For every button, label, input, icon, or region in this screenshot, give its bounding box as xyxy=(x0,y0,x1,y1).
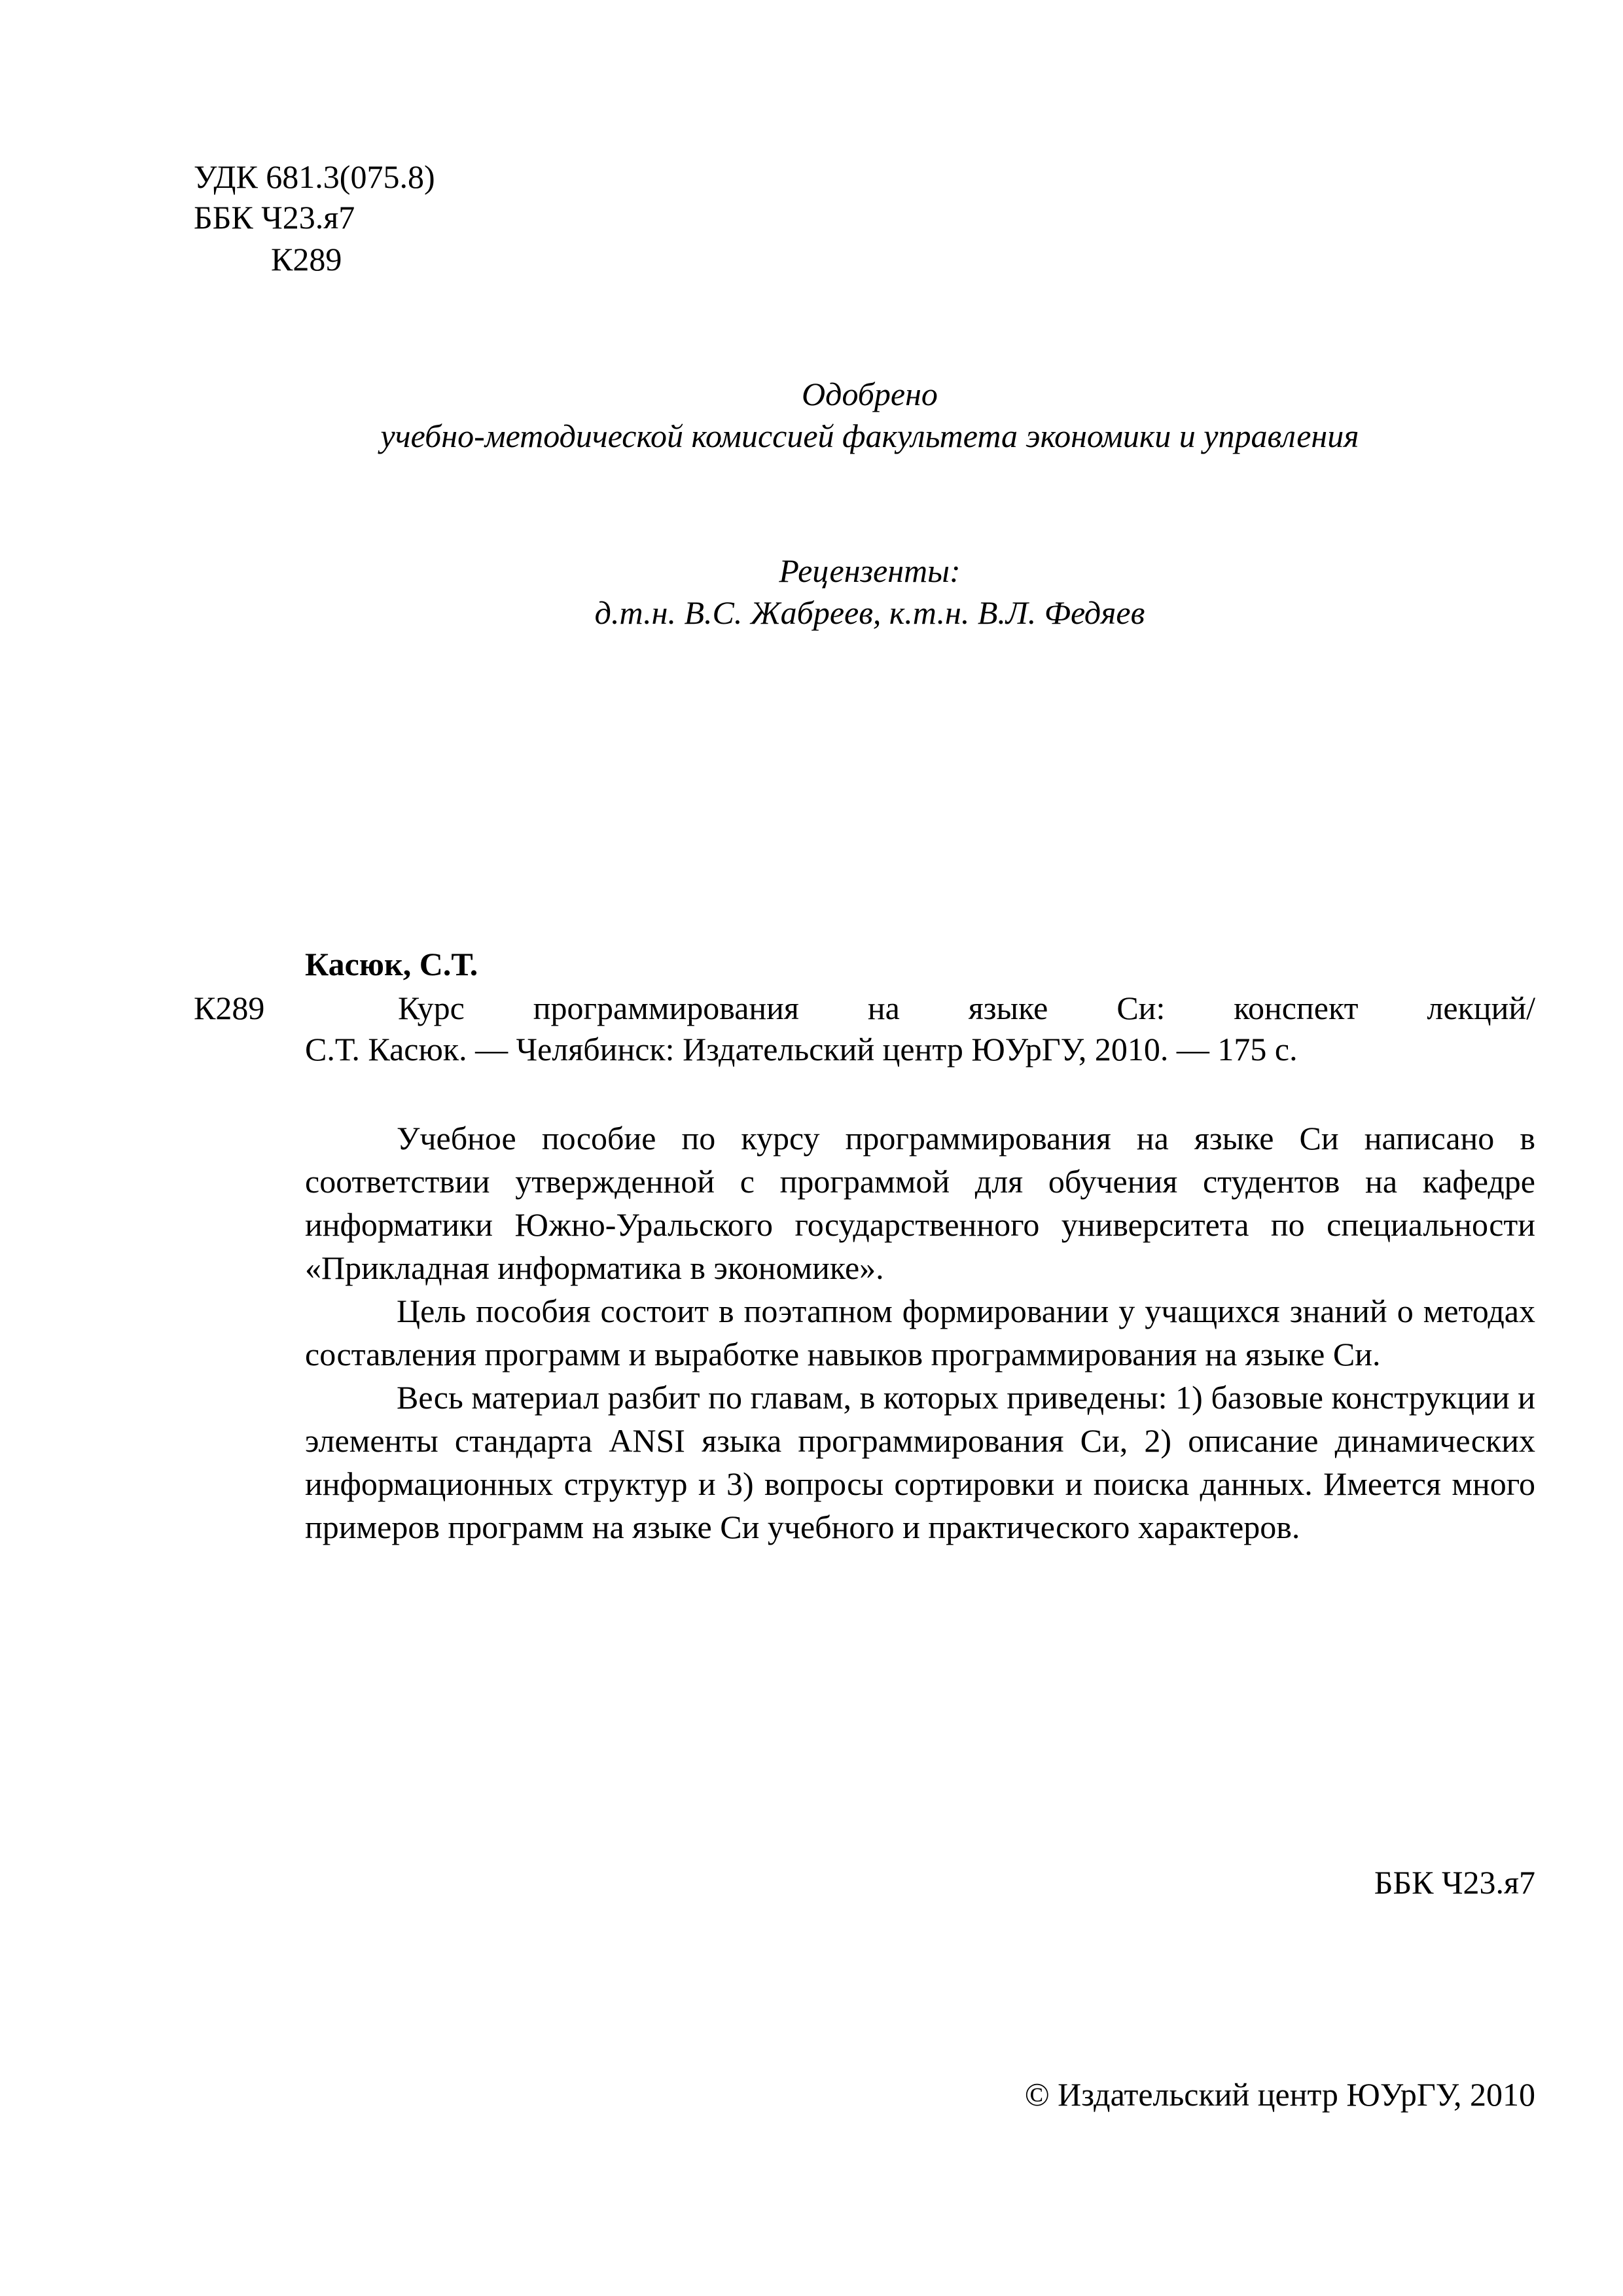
approval-block xyxy=(0,373,1623,457)
approval-committee: учебно-методической комиссией факультета экономики и управления xyxy=(380,418,1359,454)
approval-heading: Одобрено xyxy=(802,376,938,412)
reviewers-block xyxy=(0,550,1623,634)
reviewers-names: д.т.н. В.С. Жабреев, к.т.н. В.Л. Федяев xyxy=(594,594,1145,631)
entry-title: Курс программирования на языке Си: конспект лекций/ xyxy=(398,990,1535,1026)
abstract-paragraph: Цель пособия состоит в поэтапном формировании у учащихся знаний о методах составления программ и выработке навыков программирования на языке Си. xyxy=(305,1293,1535,1372)
abstract-paragraph: Весь материал разбит по главам, в которых приведены: 1) базовые конструкции и элементы стандарта ANSI языка программирования Си, 2) описание динамических информационных структур и 3) вопросы сортировки и поиска данных. Имеется много примеров программ на языке Си учебного и практического характеров. xyxy=(305,1379,1535,1545)
entry-publication-info: С.Т. Касюк. — Челябинск: Издательский центр ЮУрГУ, 2010. — 175 с. xyxy=(305,1031,1298,1067)
reviewers-heading: Рецензенты: xyxy=(779,552,961,589)
author-name: Касюк, С.Т. xyxy=(305,946,478,982)
author-code: К289 xyxy=(271,241,342,278)
bbk-code: ББК Ч23.я7 xyxy=(194,199,355,236)
entry-author-code: К289 xyxy=(194,990,265,1026)
copyright-notice: © Издательский центр ЮУрГУ, 2010 xyxy=(1024,2076,1535,2113)
abstract xyxy=(305,1117,1535,1549)
abstract-paragraph: Учебное пособие по курсу программирования на языке Си написано в соответствии утвержденной с программой для обучения студентов на кафедре информатики Южно-Уральского государственного университета по специальности «Прикладная информатика в экономике». xyxy=(305,1120,1535,1286)
bbk-code-footer: ББК Ч23.я7 xyxy=(1374,1864,1535,1901)
udk-code: УДК 681.3(075.8) xyxy=(194,158,435,195)
